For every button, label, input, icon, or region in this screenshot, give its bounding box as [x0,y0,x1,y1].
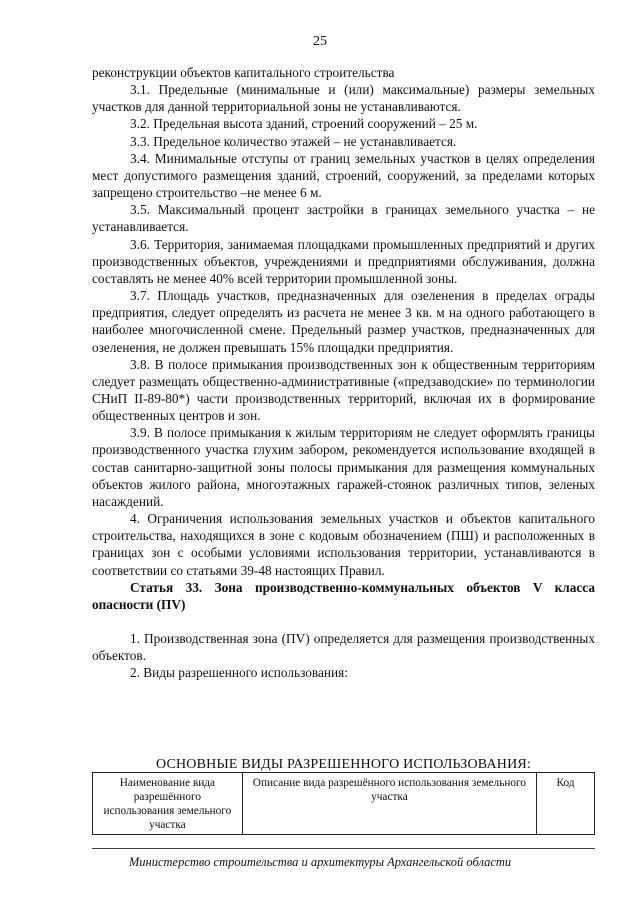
paragraph: 3.7. Площадь участков, предназначенных для озеленения в пределах ограды предприятия, следует определять из расчета не менее 3 кв. м на одного работающего в наиболее многочисленной смене. Предельный размер участков, предназначенных для озеленения, не должен превышать 15% площадки предприятия. [92,288,595,355]
paragraph: 1. Производственная зона (ПV) определяется для размещения производственных объектов. [92,631,595,664]
paragraph: 3.5. Максимальный процент застройки в границах земельного участка – не устанавливается. [92,202,595,235]
paragraph: 3.9. В полосе примыкания к жилым территориям не следует оформлять границы производственного участка глухим забором, рекомендуется использование входящей в состав санитарно-защитной зоны полосы примыкания для размещения коммунальных объектов жилого района, многоэтажных гаражей-стоянок различных типов, зеленых насаждений. [92,425,595,509]
footer-divider [92,848,595,849]
table-header-cell-name: Наименование вида разрешённого использования земельного участка [93,773,243,835]
table-title: ОСНОВНЫЕ ВИДЫ РАЗРЕШЕННОГО ИСПОЛЬЗОВАНИЯ: [155,757,532,772]
paragraph: 4. Ограничения использования земельных участков и объектов капитального строительства, находящихся в зоне с кодовым обозначением (ПШ) и расположенных в границах зон с особыми условиями использования территории, устанавливаются в соответствии со статьями 39-48 настоящих Правил. [92,511,595,578]
paragraph: 2. Виды разрешенного использования: [130,665,348,681]
page-footer: Министерство строительства и архитектуры Архангельской области [128,855,512,869]
paragraph: реконструкции объектов капитального строительства [92,65,395,80]
article-heading: Статья 33. Зона производственно-коммунальных объектов V класса опасности (ПV) [92,579,595,612]
permitted-uses-table [92,772,595,835]
spacer [92,613,595,630]
paragraph: 3.4. Минимальные отступы от границ земельных участков в целях определения мест допустимого размещения зданий, строений, сооружений, за пределами которых запрещено строительство –не менее 6 м. [92,150,595,201]
paragraph: 3.3. Предельное количество этажей – не устанавливается. [130,133,457,149]
paragraph: 3.2. Предельная высота зданий, строений сооружений – 25 м. [130,116,478,132]
document-body [92,64,595,681]
page-number: 25 [313,34,327,49]
table-header-cell-description: Описание вида разрешённого использования земельного участка [242,773,536,835]
paragraph: 3.6. Территория, занимаемая площадками промышленных предприятий и других производственных объектов, учреждениями и предприятиями обслуживания, должна составлять не менее 40% всей территории промышленной зоны. [92,236,595,286]
table-header-row [93,773,595,835]
paragraph: 3.1. Предельные (минимальные и (или) максимальные) размеры земельных участков для данной территориальной зоны не устанавливаются. [92,82,595,115]
paragraph: 3.8. В полосе примыкания производственных зон к общественным территориям следует размещать общественно-административные («предзаводские» по терминологии СНиП II-89-80*) части производственных территорий, включая их в формирование общественных центров и зон. [92,356,595,424]
table-header-cell-code: Код [537,773,595,835]
